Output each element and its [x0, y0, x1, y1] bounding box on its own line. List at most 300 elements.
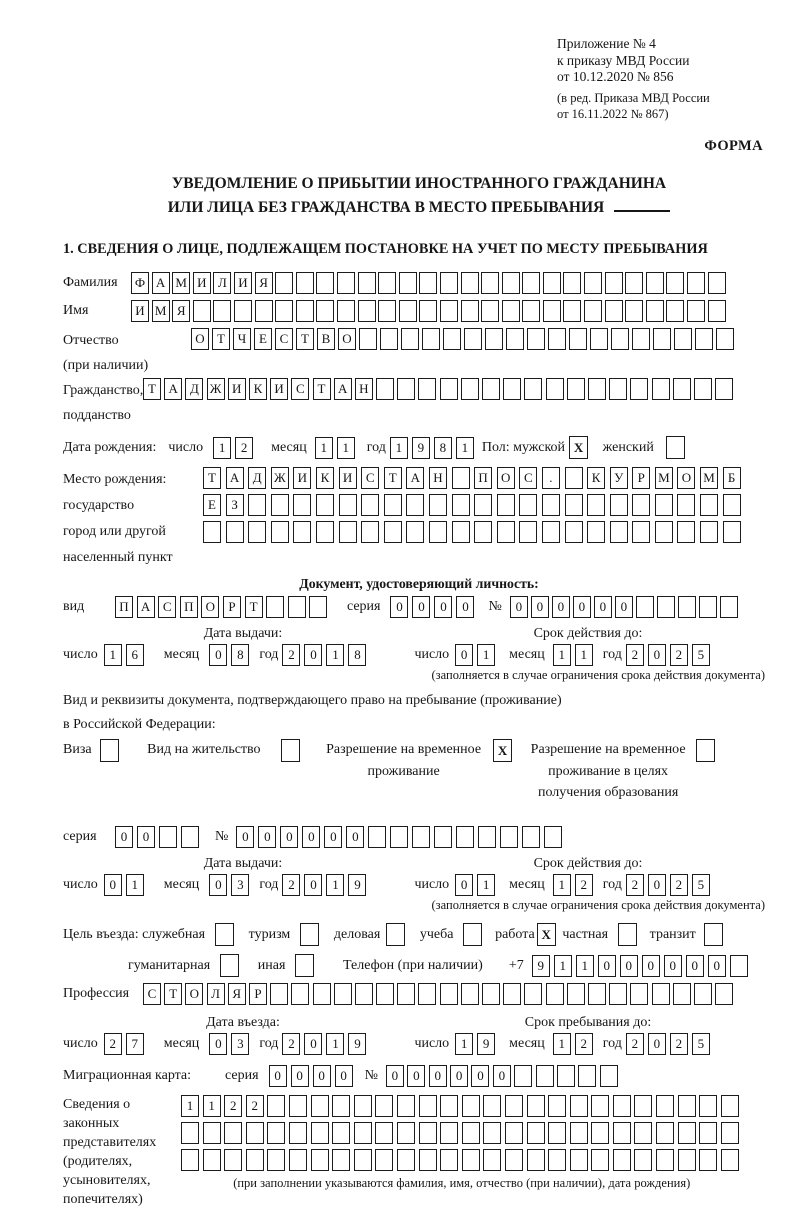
entry-year-cell[interactable]: 0 — [304, 1033, 322, 1055]
citizenship-cell[interactable]: И — [228, 378, 246, 400]
birthplace-cell[interactable] — [565, 521, 583, 543]
birthplace-cell[interactable] — [677, 494, 695, 516]
birthplace-cell[interactable] — [542, 494, 560, 516]
profession-cell[interactable] — [440, 983, 458, 1005]
birthplace-cell[interactable]: А — [406, 467, 424, 489]
birthplace-cell[interactable] — [474, 494, 492, 516]
profession-cell[interactable]: О — [185, 983, 203, 1005]
stay-year-cell[interactable]: 2 — [626, 1033, 644, 1055]
firstname-cell[interactable] — [646, 300, 664, 322]
permit-series-cell[interactable]: 0 — [137, 826, 155, 848]
doc-series-cell[interactable]: 0 — [390, 596, 408, 618]
birthplace-cell[interactable]: И — [293, 467, 311, 489]
birthplace-cell[interactable]: . — [542, 467, 560, 489]
phone-cell[interactable]: 0 — [620, 955, 638, 977]
permit-expiry-year-cell[interactable]: 5 — [692, 874, 710, 896]
birthplace-cell[interactable] — [610, 494, 628, 516]
profession-cell[interactable]: Я — [228, 983, 246, 1005]
profession-cell[interactable] — [291, 983, 309, 1005]
doc-number-cell[interactable] — [657, 596, 675, 618]
doc-issue-year-cell[interactable]: 2 — [282, 644, 300, 666]
migcard-number-cell[interactable] — [578, 1065, 596, 1087]
profession-cell[interactable] — [355, 983, 373, 1005]
surname-cell[interactable]: И — [234, 272, 252, 294]
representatives-cell[interactable] — [634, 1095, 652, 1117]
surname-cell[interactable] — [316, 272, 334, 294]
birth-year-cell[interactable]: 1 — [456, 437, 474, 459]
permit-expiry-year-cell[interactable]: 2 — [670, 874, 688, 896]
patronymic-cell[interactable]: Е — [254, 328, 272, 350]
profession-cell[interactable] — [461, 983, 479, 1005]
profession-cell[interactable] — [503, 983, 521, 1005]
permit-expiry-year-cell[interactable]: 2 — [626, 874, 644, 896]
representatives-cell[interactable] — [267, 1122, 285, 1144]
migcard-number-cell[interactable] — [536, 1065, 554, 1087]
permit-expiry-day-cell[interactable]: 1 — [477, 874, 495, 896]
surname-cell[interactable] — [461, 272, 479, 294]
citizenship-cell[interactable] — [461, 378, 479, 400]
doc-number-cell[interactable]: 0 — [573, 596, 591, 618]
birthplace-cell[interactable] — [519, 521, 537, 543]
birthplace-cell[interactable] — [293, 521, 311, 543]
permit-number-cell[interactable]: 0 — [324, 826, 342, 848]
entry-day-cell[interactable]: 2 — [104, 1033, 122, 1055]
birthplace-cell[interactable] — [565, 467, 583, 489]
birthplace-cell[interactable] — [203, 521, 221, 543]
migcard-number-cell[interactable]: 0 — [407, 1065, 425, 1087]
purpose-other-checkbox[interactable] — [295, 954, 314, 977]
birthplace-cell[interactable]: Ж — [271, 467, 289, 489]
doc-series-cell[interactable]: 0 — [434, 596, 452, 618]
representatives-cell[interactable] — [375, 1149, 393, 1171]
representatives-cell[interactable] — [246, 1149, 264, 1171]
citizenship-cell[interactable]: А — [334, 378, 352, 400]
patronymic-cell[interactable] — [464, 328, 482, 350]
representatives-cell[interactable] — [462, 1095, 480, 1117]
representatives-cell[interactable] — [181, 1122, 199, 1144]
male-checkbox[interactable]: X — [569, 436, 588, 459]
citizenship-cell[interactable] — [588, 378, 606, 400]
representatives-cell[interactable] — [613, 1122, 631, 1144]
doc-number-cell[interactable] — [636, 596, 654, 618]
doc-issue-month-cell[interactable]: 8 — [231, 644, 249, 666]
doc-issue-day-cell[interactable]: 1 — [104, 644, 122, 666]
birthplace-cell[interactable] — [248, 521, 266, 543]
birthplace-cell[interactable] — [361, 494, 379, 516]
representatives-cell[interactable] — [246, 1122, 264, 1144]
surname-cell[interactable] — [419, 272, 437, 294]
doc-type-cell[interactable]: П — [180, 596, 198, 618]
firstname-cell[interactable] — [502, 300, 520, 322]
surname-cell[interactable] — [296, 272, 314, 294]
permit-number-cell[interactable]: 0 — [258, 826, 276, 848]
patronymic-cell[interactable] — [359, 328, 377, 350]
firstname-cell[interactable] — [708, 300, 726, 322]
phone-cell[interactable]: 0 — [664, 955, 682, 977]
citizenship-cell[interactable]: И — [270, 378, 288, 400]
surname-cell[interactable] — [666, 272, 684, 294]
birthplace-cell[interactable] — [632, 494, 650, 516]
surname-cell[interactable]: М — [172, 272, 190, 294]
doc-expiry-year-cell[interactable]: 0 — [648, 644, 666, 666]
representatives-cell[interactable]: 1 — [181, 1095, 199, 1117]
entry-year-cell[interactable]: 2 — [282, 1033, 300, 1055]
surname-cell[interactable] — [378, 272, 396, 294]
birthplace-cell[interactable] — [632, 521, 650, 543]
representatives-cell[interactable] — [354, 1122, 372, 1144]
representatives-cell[interactable] — [613, 1149, 631, 1171]
patronymic-cell[interactable]: О — [191, 328, 209, 350]
female-checkbox[interactable] — [666, 436, 685, 459]
birthplace-cell[interactable] — [610, 521, 628, 543]
birthplace-cell[interactable] — [497, 494, 515, 516]
patronymic-cell[interactable] — [443, 328, 461, 350]
surname-cell[interactable] — [625, 272, 643, 294]
migcard-number-cell[interactable]: 0 — [386, 1065, 404, 1087]
citizenship-cell[interactable]: Т — [143, 378, 161, 400]
doc-type-cell[interactable]: П — [115, 596, 133, 618]
firstname-cell[interactable]: М — [152, 300, 170, 322]
firstname-cell[interactable] — [543, 300, 561, 322]
firstname-cell[interactable] — [419, 300, 437, 322]
birth-year-cell[interactable]: 1 — [390, 437, 408, 459]
birth-month-cell[interactable]: 1 — [337, 437, 355, 459]
birthplace-cell[interactable] — [339, 521, 357, 543]
stay-month-cell[interactable]: 2 — [575, 1033, 593, 1055]
doc-number-cell[interactable] — [699, 596, 717, 618]
purpose-tourism-checkbox[interactable] — [300, 923, 319, 946]
doc-series-cell[interactable]: 0 — [412, 596, 430, 618]
entry-month-cell[interactable]: 0 — [209, 1033, 227, 1055]
phone-cell[interactable]: 0 — [642, 955, 660, 977]
doc-type-cell[interactable]: С — [158, 596, 176, 618]
firstname-cell[interactable]: Я — [172, 300, 190, 322]
representatives-cell[interactable] — [699, 1095, 717, 1117]
representatives-cell[interactable] — [678, 1122, 696, 1144]
birthplace-cell[interactable] — [248, 494, 266, 516]
representatives-cell[interactable]: 2 — [246, 1095, 264, 1117]
migcard-number-cell[interactable] — [514, 1065, 532, 1087]
purpose-official-checkbox[interactable] — [215, 923, 234, 946]
firstname-cell[interactable] — [461, 300, 479, 322]
patronymic-cell[interactable]: Ч — [233, 328, 251, 350]
citizenship-cell[interactable] — [673, 378, 691, 400]
permit-expiry-month-cell[interactable]: 1 — [553, 874, 571, 896]
profession-cell[interactable] — [397, 983, 415, 1005]
birthplace-cell[interactable]: П — [474, 467, 492, 489]
surname-cell[interactable] — [687, 272, 705, 294]
migcard-series-cell[interactable]: 0 — [269, 1065, 287, 1087]
firstname-cell[interactable] — [296, 300, 314, 322]
citizenship-cell[interactable]: А — [164, 378, 182, 400]
permit-number-cell[interactable] — [478, 826, 496, 848]
doc-expiry-year-cell[interactable]: 5 — [692, 644, 710, 666]
permit-number-cell[interactable]: 0 — [236, 826, 254, 848]
representatives-cell[interactable] — [591, 1149, 609, 1171]
birthplace-cell[interactable]: С — [519, 467, 537, 489]
phone-cell[interactable]: 1 — [576, 955, 594, 977]
permit-issue-month-cell[interactable]: 3 — [231, 874, 249, 896]
phone-cell[interactable]: 0 — [708, 955, 726, 977]
representatives-cell[interactable] — [375, 1095, 393, 1117]
representatives-cell[interactable] — [267, 1095, 285, 1117]
representatives-cell[interactable] — [397, 1095, 415, 1117]
representatives-cell[interactable] — [634, 1122, 652, 1144]
doc-type-cell[interactable] — [266, 596, 284, 618]
birthplace-cell[interactable]: А — [226, 467, 244, 489]
temp-residence-education-checkbox[interactable] — [696, 739, 715, 762]
representatives-cell[interactable] — [656, 1095, 674, 1117]
permit-issue-year-cell[interactable]: 0 — [304, 874, 322, 896]
doc-type-cell[interactable]: О — [201, 596, 219, 618]
permit-issue-month-cell[interactable]: 0 — [209, 874, 227, 896]
patronymic-cell[interactable] — [422, 328, 440, 350]
birthplace-cell[interactable] — [339, 494, 357, 516]
representatives-cell[interactable] — [440, 1095, 458, 1117]
doc-expiry-month-cell[interactable]: 1 — [575, 644, 593, 666]
permit-number-cell[interactable] — [390, 826, 408, 848]
citizenship-cell[interactable] — [418, 378, 436, 400]
representatives-cell[interactable] — [527, 1149, 545, 1171]
permit-number-cell[interactable] — [434, 826, 452, 848]
firstname-cell[interactable] — [584, 300, 602, 322]
birthplace-cell[interactable]: Т — [384, 467, 402, 489]
birthplace-cell[interactable] — [384, 521, 402, 543]
firstname-cell[interactable] — [275, 300, 293, 322]
permit-series-cell[interactable] — [181, 826, 199, 848]
birthplace-cell[interactable] — [271, 494, 289, 516]
phone-cell[interactable] — [730, 955, 748, 977]
birthplace-cell[interactable] — [429, 521, 447, 543]
permit-expiry-day-cell[interactable]: 0 — [455, 874, 473, 896]
representatives-cell[interactable] — [548, 1122, 566, 1144]
representatives-cell[interactable] — [721, 1149, 739, 1171]
citizenship-cell[interactable] — [694, 378, 712, 400]
representatives-cell[interactable] — [505, 1095, 523, 1117]
birthplace-cell[interactable]: Б — [723, 467, 741, 489]
birthplace-cell[interactable] — [587, 494, 605, 516]
birth-month-cell[interactable]: 1 — [315, 437, 333, 459]
profession-cell[interactable] — [524, 983, 542, 1005]
doc-expiry-month-cell[interactable]: 1 — [553, 644, 571, 666]
doc-issue-year-cell[interactable]: 0 — [304, 644, 322, 666]
permit-number-cell[interactable] — [456, 826, 474, 848]
representatives-cell[interactable] — [419, 1149, 437, 1171]
firstname-cell[interactable] — [255, 300, 273, 322]
doc-issue-year-cell[interactable]: 8 — [348, 644, 366, 666]
purpose-transit-checkbox[interactable] — [704, 923, 723, 946]
permit-expiry-month-cell[interactable]: 2 — [575, 874, 593, 896]
profession-cell[interactable]: Л — [207, 983, 225, 1005]
profession-cell[interactable] — [546, 983, 564, 1005]
representatives-cell[interactable] — [332, 1122, 350, 1144]
citizenship-cell[interactable] — [440, 378, 458, 400]
patronymic-cell[interactable]: Т — [212, 328, 230, 350]
representatives-cell[interactable] — [440, 1122, 458, 1144]
phone-cell[interactable]: 1 — [554, 955, 572, 977]
birthplace-cell[interactable]: М — [700, 467, 718, 489]
birthplace-cell[interactable] — [316, 494, 334, 516]
permit-number-cell[interactable] — [500, 826, 518, 848]
permit-issue-day-cell[interactable]: 1 — [126, 874, 144, 896]
firstname-cell[interactable] — [234, 300, 252, 322]
representatives-cell[interactable] — [483, 1149, 501, 1171]
patronymic-cell[interactable] — [716, 328, 734, 350]
representatives-cell[interactable] — [548, 1149, 566, 1171]
representatives-cell[interactable] — [332, 1149, 350, 1171]
entry-year-cell[interactable]: 9 — [348, 1033, 366, 1055]
representatives-cell[interactable] — [462, 1122, 480, 1144]
migcard-number-cell[interactable]: 0 — [429, 1065, 447, 1087]
patronymic-cell[interactable] — [506, 328, 524, 350]
birthplace-cell[interactable] — [700, 494, 718, 516]
surname-cell[interactable] — [708, 272, 726, 294]
profession-cell[interactable] — [334, 983, 352, 1005]
representatives-cell[interactable] — [311, 1122, 329, 1144]
patronymic-cell[interactable] — [527, 328, 545, 350]
birthplace-cell[interactable] — [474, 521, 492, 543]
birthplace-cell[interactable] — [565, 494, 583, 516]
profession-cell[interactable]: С — [143, 983, 161, 1005]
surname-cell[interactable] — [646, 272, 664, 294]
surname-cell[interactable]: Л — [213, 272, 231, 294]
surname-cell[interactable] — [275, 272, 293, 294]
surname-cell[interactable]: И — [193, 272, 211, 294]
representatives-cell[interactable] — [289, 1149, 307, 1171]
birthplace-cell[interactable]: М — [655, 467, 673, 489]
doc-issue-month-cell[interactable]: 0 — [209, 644, 227, 666]
birthplace-cell[interactable]: О — [677, 467, 695, 489]
birthplace-cell[interactable] — [452, 467, 470, 489]
birthplace-cell[interactable]: У — [610, 467, 628, 489]
migcard-number-cell[interactable] — [600, 1065, 618, 1087]
doc-type-cell[interactable]: А — [137, 596, 155, 618]
permit-series-cell[interactable] — [159, 826, 177, 848]
firstname-cell[interactable] — [358, 300, 376, 322]
representatives-cell[interactable] — [678, 1149, 696, 1171]
firstname-cell[interactable] — [605, 300, 623, 322]
representatives-cell[interactable] — [181, 1149, 199, 1171]
representatives-cell[interactable] — [591, 1122, 609, 1144]
stay-year-cell[interactable]: 0 — [648, 1033, 666, 1055]
surname-cell[interactable] — [481, 272, 499, 294]
firstname-cell[interactable] — [625, 300, 643, 322]
firstname-cell[interactable] — [563, 300, 581, 322]
migcard-series-cell[interactable]: 0 — [313, 1065, 331, 1087]
birthplace-cell[interactable] — [226, 521, 244, 543]
citizenship-cell[interactable] — [397, 378, 415, 400]
patronymic-cell[interactable] — [548, 328, 566, 350]
citizenship-cell[interactable] — [609, 378, 627, 400]
profession-cell[interactable] — [673, 983, 691, 1005]
phone-cell[interactable]: 9 — [532, 955, 550, 977]
doc-type-cell[interactable] — [288, 596, 306, 618]
doc-expiry-day-cell[interactable]: 0 — [455, 644, 473, 666]
profession-cell[interactable] — [418, 983, 436, 1005]
patronymic-cell[interactable] — [401, 328, 419, 350]
entry-month-cell[interactable]: 3 — [231, 1033, 249, 1055]
patronymic-cell[interactable] — [674, 328, 692, 350]
citizenship-cell[interactable] — [715, 378, 733, 400]
doc-number-cell[interactable] — [678, 596, 696, 618]
patronymic-cell[interactable]: С — [275, 328, 293, 350]
representatives-cell[interactable] — [462, 1149, 480, 1171]
migcard-series-cell[interactable]: 0 — [291, 1065, 309, 1087]
representatives-cell[interactable] — [311, 1149, 329, 1171]
surname-cell[interactable] — [399, 272, 417, 294]
doc-expiry-year-cell[interactable]: 2 — [670, 644, 688, 666]
surname-cell[interactable] — [522, 272, 540, 294]
citizenship-cell[interactable] — [630, 378, 648, 400]
representatives-cell[interactable]: 2 — [224, 1095, 242, 1117]
profession-cell[interactable] — [313, 983, 331, 1005]
profession-cell[interactable] — [376, 983, 394, 1005]
firstname-cell[interactable] — [213, 300, 231, 322]
representatives-cell[interactable] — [203, 1149, 221, 1171]
birth-year-cell[interactable]: 9 — [412, 437, 430, 459]
firstname-cell[interactable] — [440, 300, 458, 322]
birthplace-cell[interactable] — [361, 521, 379, 543]
birthplace-cell[interactable] — [587, 521, 605, 543]
representatives-cell[interactable] — [375, 1122, 393, 1144]
profession-cell[interactable] — [270, 983, 288, 1005]
stay-day-cell[interactable]: 9 — [477, 1033, 495, 1055]
doc-type-cell[interactable]: Р — [223, 596, 241, 618]
permit-number-cell[interactable]: 0 — [280, 826, 298, 848]
birthplace-cell[interactable] — [519, 494, 537, 516]
citizenship-cell[interactable]: К — [249, 378, 267, 400]
birthplace-cell[interactable] — [452, 494, 470, 516]
stay-day-cell[interactable]: 1 — [455, 1033, 473, 1055]
firstname-cell[interactable] — [687, 300, 705, 322]
representatives-cell[interactable] — [699, 1149, 717, 1171]
birthplace-cell[interactable]: З — [226, 494, 244, 516]
representatives-cell[interactable] — [570, 1122, 588, 1144]
permit-number-cell[interactable]: 0 — [346, 826, 364, 848]
representatives-cell[interactable] — [591, 1095, 609, 1117]
representatives-cell[interactable] — [397, 1149, 415, 1171]
patronymic-cell[interactable] — [485, 328, 503, 350]
birthplace-cell[interactable] — [293, 494, 311, 516]
representatives-cell[interactable] — [634, 1149, 652, 1171]
representatives-cell[interactable] — [311, 1095, 329, 1117]
representatives-cell[interactable] — [289, 1122, 307, 1144]
citizenship-cell[interactable] — [482, 378, 500, 400]
representatives-cell[interactable] — [570, 1095, 588, 1117]
surname-cell[interactable] — [605, 272, 623, 294]
patronymic-cell[interactable]: О — [338, 328, 356, 350]
representatives-cell[interactable] — [483, 1122, 501, 1144]
profession-cell[interactable] — [630, 983, 648, 1005]
surname-cell[interactable]: Ф — [131, 272, 149, 294]
surname-cell[interactable] — [358, 272, 376, 294]
profession-cell[interactable] — [652, 983, 670, 1005]
residence-permit-checkbox[interactable] — [281, 739, 300, 762]
citizenship-cell[interactable]: Д — [185, 378, 203, 400]
representatives-cell[interactable] — [505, 1122, 523, 1144]
purpose-humanitarian-checkbox[interactable] — [220, 954, 239, 977]
birthplace-cell[interactable]: Н — [429, 467, 447, 489]
citizenship-cell[interactable]: Т — [313, 378, 331, 400]
migcard-number-cell[interactable]: 0 — [471, 1065, 489, 1087]
birth-year-cell[interactable]: 8 — [434, 437, 452, 459]
citizenship-cell[interactable]: Н — [355, 378, 373, 400]
citizenship-cell[interactable] — [546, 378, 564, 400]
doc-expiry-day-cell[interactable]: 1 — [477, 644, 495, 666]
stay-year-cell[interactable]: 2 — [670, 1033, 688, 1055]
doc-number-cell[interactable]: 0 — [594, 596, 612, 618]
citizenship-cell[interactable] — [652, 378, 670, 400]
